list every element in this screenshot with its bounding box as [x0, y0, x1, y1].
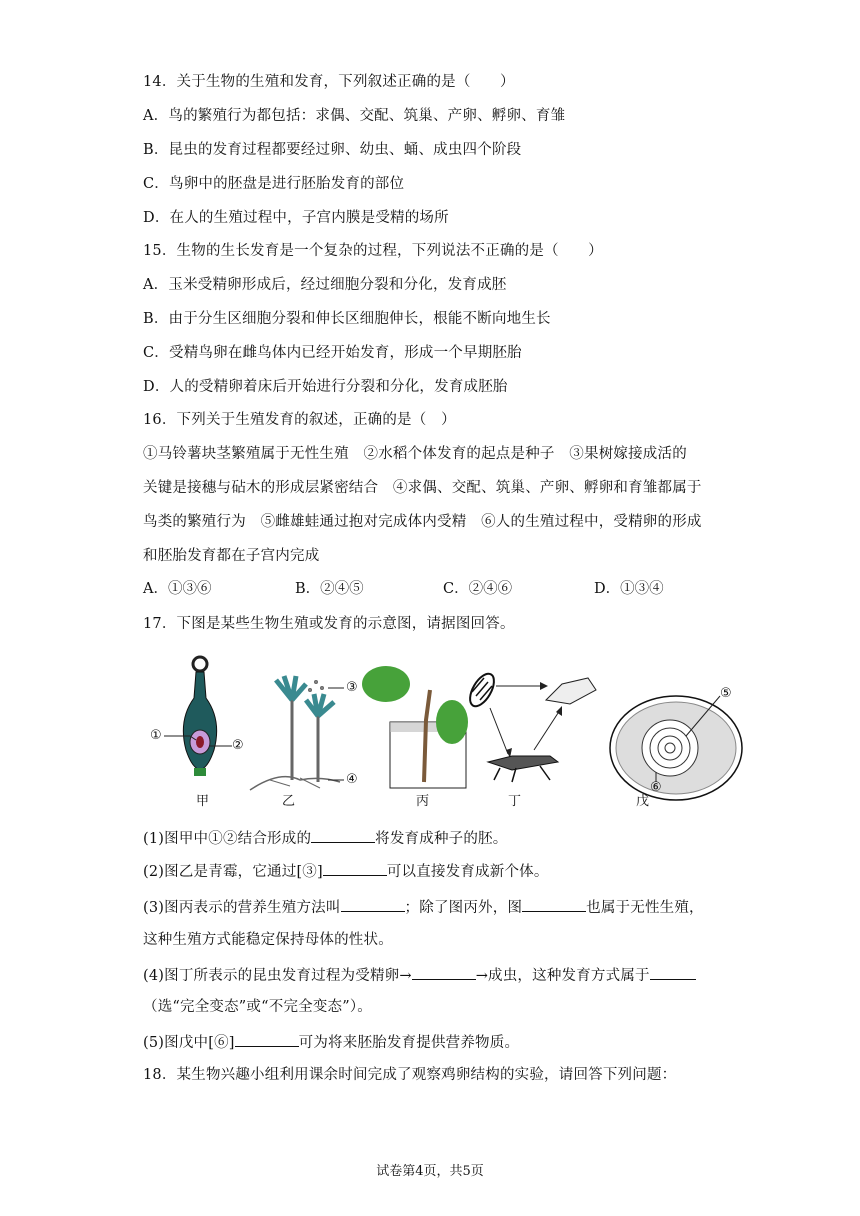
reproduction-figure [150, 650, 760, 810]
q16-option-b: B．②④⑤ [295, 581, 364, 597]
q14-option-b: B．昆虫的发育过程都要经过卵、幼虫、蛹、成虫四个阶段 [143, 142, 522, 158]
penicillium-drawing [250, 676, 344, 790]
grasshopper-cycle-drawing [465, 670, 596, 782]
q14-option-d: D．在人的生殖过程中，子宫内膜是受精的场所 [143, 210, 449, 226]
q16-statement-line-3: 鸟类的繁殖行为 ⑤雌雄蛙通过抱对完成体内受精 ⑥人的生殖过程中，受精卵的形成 [143, 514, 702, 530]
fig-label-1: ① [150, 728, 162, 743]
q17-p2-text-b: 可以直接发育成新个体。 [386, 864, 549, 880]
fig-label-3: ③ [346, 680, 358, 695]
reproduction-diagram [150, 650, 760, 810]
q17-p1-text-a: (1)图甲中①②结合形成的 [143, 831, 312, 847]
fig-label-4: ④ [346, 772, 358, 787]
q16-statement-line-4: 和胚胎发育都在子宫内完成 [143, 548, 320, 564]
q17-part-3-cont: 这种生殖方式能稳定保持母体的性状。 [143, 932, 393, 948]
fig-caption-wu: 戊 [636, 794, 650, 809]
q17-p3-blank-1[interactable] [341, 896, 405, 912]
q15-option-d: D．人的受精卵着床后开始进行分裂和分化，发育成胚胎 [143, 379, 508, 395]
q16-option-d: D．①③④ [594, 581, 664, 597]
egg-drawing [610, 696, 742, 800]
page-footer: 试卷第4页，共5页 [376, 1164, 484, 1179]
q17-p2-blank[interactable] [323, 860, 387, 876]
q17-p3-text-c: 也属于无性生殖， [586, 900, 704, 916]
q17-p2-text-a: (2)图乙是青霉，它通过[③] [143, 864, 323, 880]
q17-p5-text-b: 可为将来胚胎发育提供营养物质。 [298, 1035, 520, 1051]
q17-stem: 17．下图是某些生物生殖或发育的示意图，请据图回答。 [143, 616, 515, 632]
q16-option-a: A．①③⑥ [143, 581, 212, 597]
pistil-drawing [164, 657, 232, 776]
q17-p4-blank-2[interactable] [650, 964, 696, 980]
q17-p3-text-a: (3)图丙表示的营养生殖方法叫 [143, 900, 341, 916]
q17-part-4 [143, 964, 696, 986]
q17-part-2 [143, 860, 549, 882]
q17-p4-text-b: →成虫，这种发育方式属于 [475, 968, 650, 984]
q15-option-a: A．玉米受精卵形成后，经过细胞分裂和分化，发育成胚 [143, 277, 507, 293]
fig-label-2: ② [232, 738, 244, 753]
cutting-drawing [362, 666, 468, 788]
q17-part-1 [143, 827, 507, 849]
q17-p4-text-a: (4)图丁所表示的昆虫发育过程为受精卵→ [143, 968, 412, 984]
fig-caption-bing: 丙 [416, 794, 430, 809]
q15-stem: 15．生物的生长发育是一个复杂的过程，下列说法不正确的是（ ） [143, 243, 603, 259]
fig-label-5: ⑤ [720, 686, 732, 701]
q17-p5-text-a: (5)图戊中[⑥] [143, 1035, 235, 1051]
q17-p4-blank-1[interactable] [412, 964, 476, 980]
q16-option-c: C．②④⑥ [443, 581, 513, 597]
q17-part-5 [143, 1031, 519, 1053]
q17-part-3 [143, 896, 704, 918]
q17-part-4-cont: （选“完全变态”或“不完全变态”）。 [143, 999, 373, 1015]
q15-option-c: C．受精鸟卵在雌鸟体内已经开始发育，形成一个早期胚胎 [143, 345, 522, 361]
q17-p3-text-b: ；除了图丙外，图 [404, 900, 523, 916]
q17-p5-blank[interactable] [235, 1031, 299, 1047]
fig-label-6: ⑥ [650, 780, 662, 795]
q14-stem: 14．关于生物的生殖和发育，下列叙述正确的是（ ） [143, 74, 515, 90]
fig-caption-yi: 乙 [282, 794, 296, 809]
q17-p1-text-b: 将发育成种子的胚。 [375, 831, 508, 847]
q15-option-b: B．由于分生区细胞分裂和伸长区细胞伸长，根能不断向地生长 [143, 311, 551, 327]
fig-caption-ding: 丁 [508, 794, 522, 809]
q14-option-c: C．鸟卵中的胚盘是进行胚胎发育的部位 [143, 176, 405, 192]
q16-statement-line-1: ①马铃薯块茎繁殖属于无性生殖 ②水稻个体发育的起点是种子 ③果树嫁接成活的 [143, 446, 687, 462]
q16-statement-line-2: 关键是接穗与砧木的形成层紧密结合 ④求偶、交配、筑巢、产卵、孵卵和育雏都属于 [143, 480, 702, 496]
q17-p1-blank[interactable] [311, 827, 375, 843]
q14-option-a: A．鸟的繁殖行为都包括：求偶、交配、筑巢、产卵、孵卵、育雏 [143, 108, 566, 124]
q17-p3-blank-2[interactable] [522, 896, 586, 912]
q18-stem: 18．某生物兴趣小组利用课余时间完成了观察鸡卵结构的实验，请回答下列问题： [143, 1067, 677, 1083]
fig-caption-jia: 甲 [196, 794, 210, 809]
q16-stem: 16．下列关于生殖发育的叙述，正确的是（ ） [143, 412, 456, 428]
